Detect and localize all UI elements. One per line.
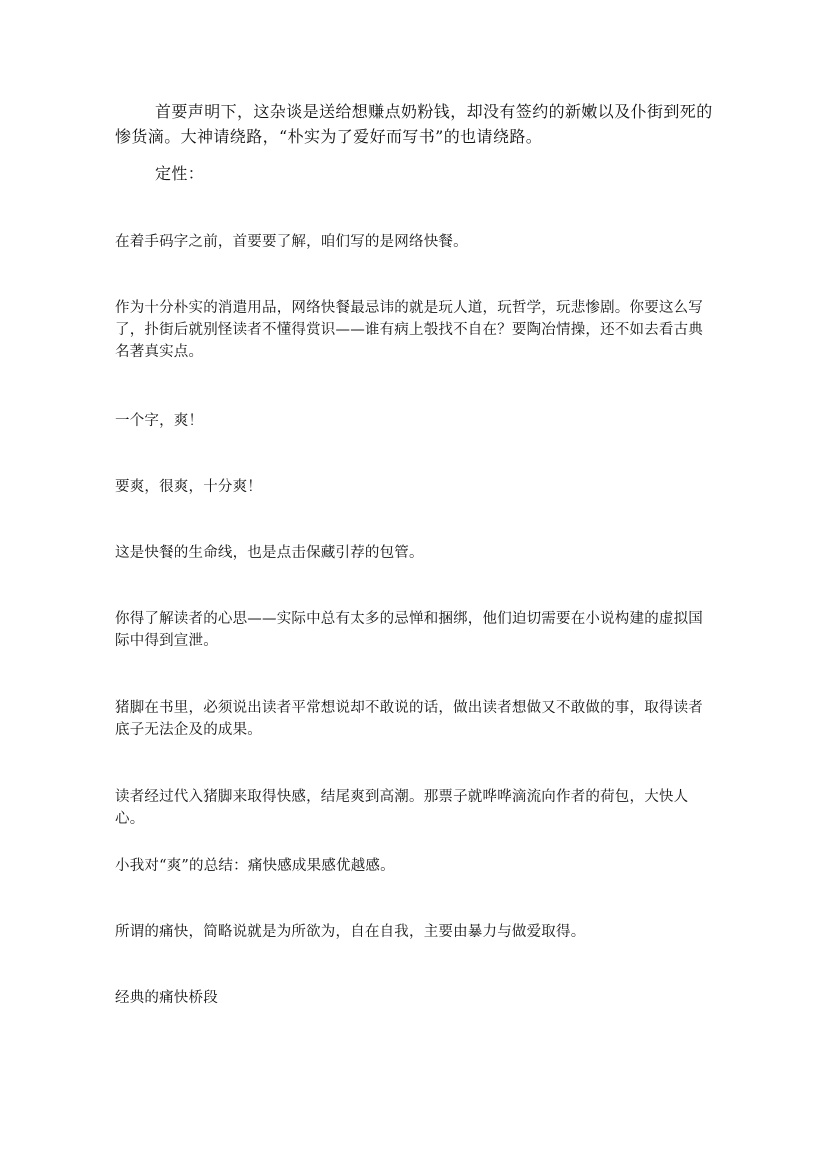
paragraph-heading-definition: 定性： (155, 164, 205, 183)
paragraph: 在着手码字之前，首要要了解，咱们写的是网络快餐。 (115, 234, 468, 250)
paragraph: 读者经过代入猪脚来取得快感，结尾爽到高潮。那票子就哗哗滴流向作者的荷包，大快人心。 (115, 789, 689, 827)
paragraph: 要爽，很爽，十分爽！ (115, 479, 262, 495)
paragraph-disclaimer: 首要声明下，这杂谈是送给想赚点奶粉钱，却没有签约的新嫩以及仆街到死的惨货滴。大神请绕路，“朴实为了爱好而写书”的也请绕路。 (115, 102, 713, 146)
paragraph: 所谓的痛快，简略说就是为所欲为，自在自我，主要由暴力与做爱取得。 (115, 924, 586, 940)
paragraph: 小我对“爽”的总结：痛快感成果感优越感。 (115, 858, 395, 874)
paragraph: 猪脚在书里，必须说出读者平常想说却不敢说的话，做出读者想做又不敢做的事，取得读者底子无法企及的成果。 (115, 700, 703, 738)
paragraph: 一个字，爽！ (115, 413, 204, 429)
paragraph: 作为十分朴实的消遣用品，网络快餐最忌讳的就是玩人道，玩哲学，玩悲惨剧。你要这么写了，扑街后就别怪读者不懂得赏识——谁有病上彀找不自在？要陶冶情操，还不如去看古典名著真实点。 (115, 300, 703, 360)
paragraph: 你得了解读者的心思——实际中总有太多的忌惮和捆绑，他们迫切需要在小说构建的虚拟国际中得到宣泄。 (115, 611, 703, 649)
paragraph: 这是快餐的生命线，也是点击保藏引荐的包管。 (115, 545, 424, 561)
paragraph-subheading: 经典的痛快桥段 (115, 990, 218, 1006)
